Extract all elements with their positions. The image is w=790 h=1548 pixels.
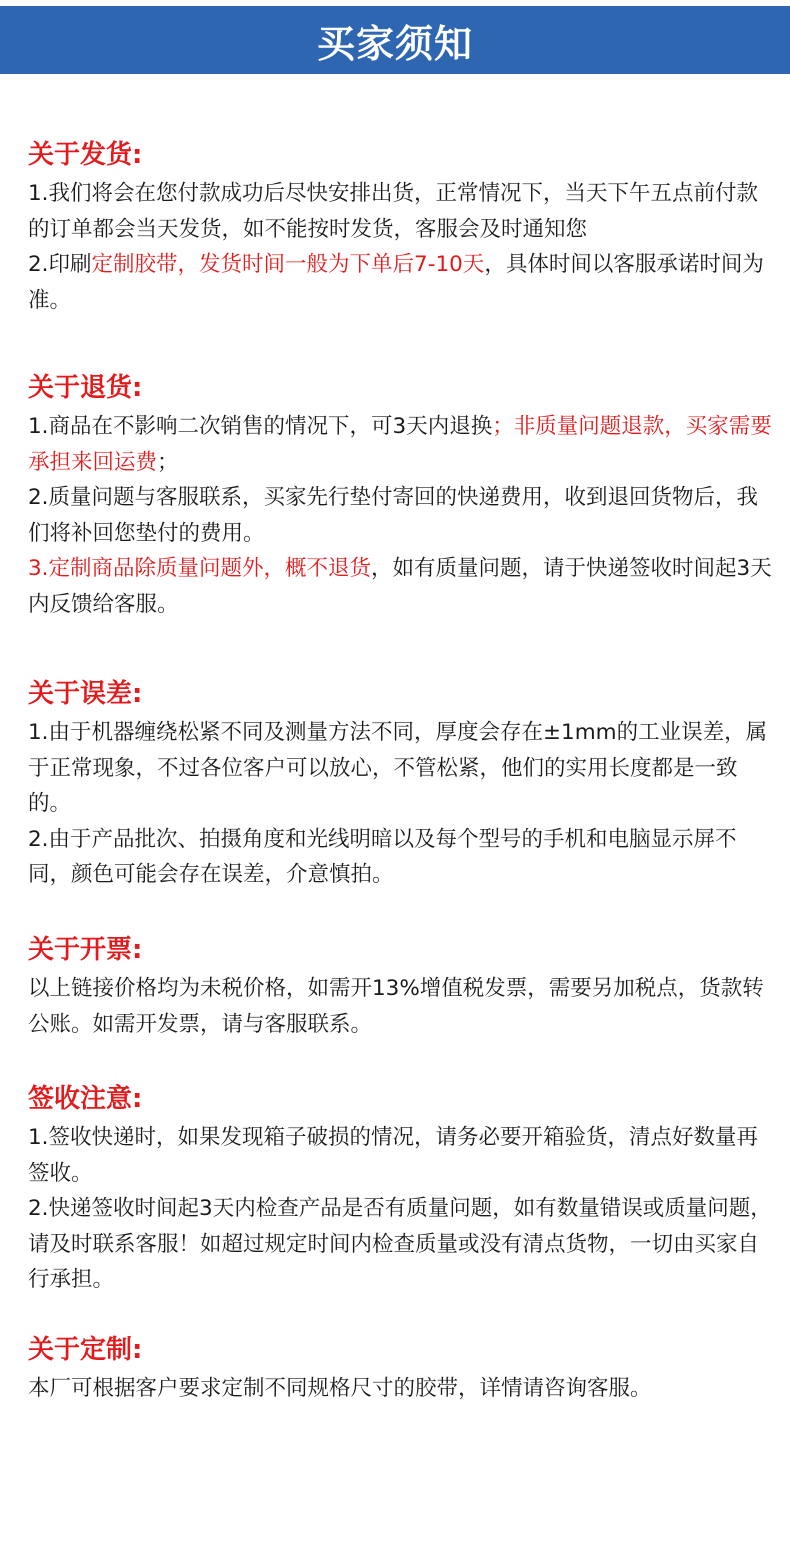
section-title-custom: 关于定制: bbox=[28, 1335, 143, 1365]
returns-para-1-text-b: ； bbox=[157, 449, 179, 475]
shipping-para-2-text-a: 2.印刷 bbox=[28, 252, 92, 277]
section-title-error: 关于误差: bbox=[28, 679, 143, 709]
section-error bbox=[28, 677, 773, 893]
page-title: 买家须知 bbox=[316, 21, 473, 66]
section-invoice bbox=[28, 933, 773, 1042]
error-para-2: 2.由于产品批次、拍摄角度和光线明暗以及每个型号的手机和电脑显示屏不同，颜色可能会存在误差，介意慎拍。 bbox=[28, 826, 737, 887]
header-banner bbox=[0, 6, 790, 74]
shipping-para-1: 1.我们将会在您付款成功后尽快安排出货，正常情况下，当天下午五点前付款的订单都会当天发货，如不能按时发货，客服会及时通知您 bbox=[28, 181, 759, 242]
section-receipt bbox=[28, 1082, 773, 1298]
shipping-para-2-text-b: ，具体时间以客服承诺时间为准。 bbox=[28, 252, 764, 313]
receipt-para-2: 2.快递签收时间起3天内检查产品是否有质量问题，如有数量错误或质量问题，请及时联系客服！如超过规定时间内检查质量或没有清点货物，一切由买家自行承担。 bbox=[28, 1196, 772, 1292]
section-custom bbox=[28, 1333, 773, 1407]
shipping-para-2 bbox=[28, 247, 773, 318]
returns-para-2: 2.质量问题与客服联系，买家先行垫付寄回的快递费用，收到退回货物后，我们将补回您垫付的费用。 bbox=[28, 485, 759, 546]
returns-para-1 bbox=[28, 409, 773, 480]
section-returns bbox=[28, 371, 773, 622]
section-shipping bbox=[28, 138, 773, 318]
returns-para-1-text-a: 1.商品在不影响二次销售的情况下，可3天内退换 bbox=[28, 414, 493, 439]
returns-para-3 bbox=[28, 551, 773, 622]
error-para-1: 1.由于机器缠绕松紧不同及测量方法不同，厚度会存在±1mm的工业误差，属于正常现象，不过各位客户可以放心，不管松紧，他们的实用长度都是一致的。 bbox=[28, 720, 768, 816]
returns-para-1-highlight: ；非质量问题退款，买家需要承担来回运费 bbox=[28, 414, 772, 475]
returns-para-3-text-b: ，如有质量问题，请于快递签收时间起3天内反馈给客服。 bbox=[28, 556, 772, 617]
invoice-para-1: 以上链接价格均为未税价格，如需开13%增值税发票，需要另加税点，货款转公账。如需开发票，请与客服联系。 bbox=[28, 976, 764, 1037]
section-title-shipping: 关于发货: bbox=[28, 140, 143, 170]
custom-para-1: 本厂可根据客户要求定制不同规格尺寸的胶带，详情请咨询客服。 bbox=[28, 1376, 652, 1401]
receipt-para-1: 1.签收快递时，如果发现箱子破损的情况，请务必要开箱验货，清点好数量再签收。 bbox=[28, 1125, 759, 1186]
section-title-receipt: 签收注意: bbox=[28, 1084, 143, 1114]
shipping-para-2-highlight: 定制胶带，发货时间一般为下单后7-10天 bbox=[91, 252, 485, 277]
section-title-returns: 关于退货: bbox=[28, 373, 143, 403]
section-title-invoice: 关于开票: bbox=[28, 935, 143, 965]
returns-para-3-highlight: 3.定制商品除质量问题外，概不退货 bbox=[28, 556, 372, 581]
